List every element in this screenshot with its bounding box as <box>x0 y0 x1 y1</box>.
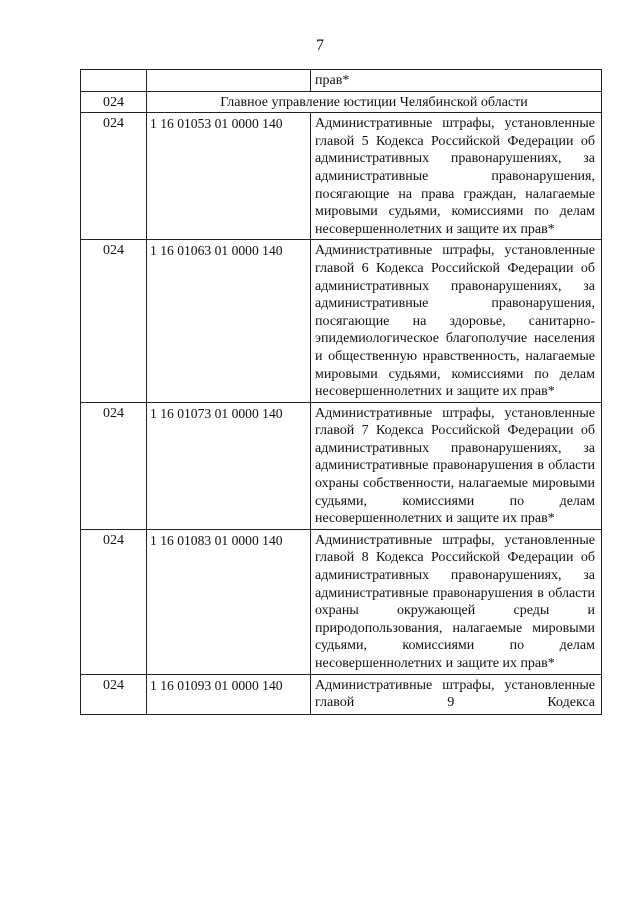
budget-code-cell: 1 16 01083 01 0000 140 <box>147 529 311 674</box>
table-row <box>81 529 602 674</box>
admin-code-cell-empty <box>81 70 147 92</box>
description-cell: Административные штрафы, установленные главой 7 Кодекса Российской Федерации об административных правонарушениях, за административные правонарушения в области охраны собственности, налагаемые мировыми судьями, комиссиями по делам несовершеннолетних и защите их прав* <box>311 402 602 529</box>
budget-code-cell: 1 16 01063 01 0000 140 <box>147 240 311 402</box>
admin-code-cell: 024 <box>81 113 147 240</box>
admin-code-cell: 024 <box>81 674 147 714</box>
admin-code-cell: 024 <box>81 529 147 674</box>
budget-code-cell-empty <box>147 70 311 92</box>
description-cell: Административные штрафы, установленные главой 9 Кодекса <box>311 674 602 714</box>
admin-code-cell: 024 <box>81 240 147 402</box>
budget-revenue-table <box>80 69 602 715</box>
table-row <box>81 402 602 529</box>
admin-code-cell: 024 <box>81 91 147 113</box>
budget-code-cell: 1 16 01073 01 0000 140 <box>147 402 311 529</box>
admin-code-cell: 024 <box>81 402 147 529</box>
description-cell: Административные штрафы, установленные главой 5 Кодекса Российской Федерации об административных правонарушениях, за административные правонарушения, посягающие на права граждан, налагаемые мировыми судьями, комиссиями по делам несовершеннолетних и защите их прав* <box>311 113 602 240</box>
admin-title-cell: Главное управление юстиции Челябинской области <box>147 91 602 113</box>
page-number: 7 <box>316 37 324 54</box>
description-cell: Административные штрафы, установленные главой 6 Кодекса Российской Федерации об административных правонарушениях, за административные правонарушения, посягающие на здоровье, санитарно-эпидемиологическое благополучие населения и общественную нравственность, налагаемые мировыми судьями, комиссиями по делам несовершеннолетних и защите их прав* <box>311 240 602 402</box>
budget-code-cell: 1 16 01053 01 0000 140 <box>147 113 311 240</box>
table-row <box>81 674 602 714</box>
budget-code-cell: 1 16 01093 01 0000 140 <box>147 674 311 714</box>
description-cell: прав* <box>311 70 602 92</box>
table-row <box>81 113 602 240</box>
description-cell: Административные штрафы, установленные главой 8 Кодекса Российской Федерации об административных правонарушениях, за административные правонарушения в области охраны окружающей среды и природопользования, налагаемые мировыми судьями, комиссиями по делам несовершеннолетних и защите их прав* <box>311 529 602 674</box>
table-row <box>81 240 602 402</box>
table-row-continuation <box>81 70 602 92</box>
table-row-admin-header <box>81 91 602 113</box>
